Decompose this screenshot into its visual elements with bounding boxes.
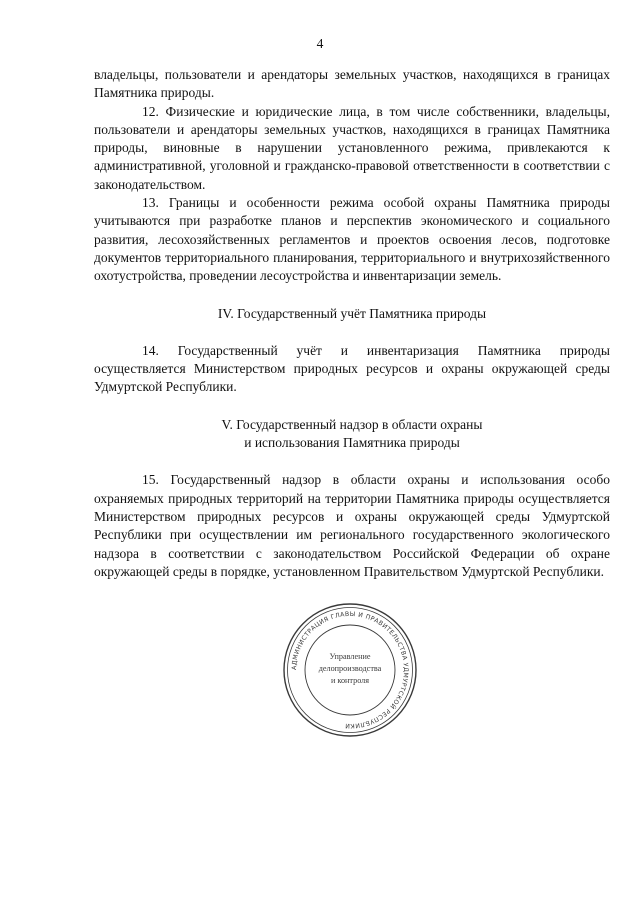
stamp-seal-icon (281, 601, 419, 739)
stamp-ring-text: АДМИНИСТРАЦИЯ ГЛАВЫ И ПРАВИТЕЛЬСТВА УДМУРТСКОЙ РЕСПУБЛИКИ (290, 610, 410, 730)
paragraph-13: 13. Границы и особенности режима особой охраны Памятника природы учитываются при разработке планов и перспектив экономического и социального развития, лесохозяйственных регламентов и проектов освоения лесов, подготовке документов территориального планирования, территориального и внутрихозяйственного охотустройства, проведении лесоустройства и инвентаризации земель. (94, 195, 610, 284)
stamp-center-line-2: делопроизводства (318, 664, 382, 673)
paragraph-14: 14. Государственный учёт и инвентаризация Памятника природы осуществляется Министерством природных ресурсов и охраны окружающей среды Удмуртской Республики. (94, 342, 610, 395)
section-5-heading-line-2: и использования Памятника природы (244, 435, 460, 451)
stamp-center-line-3: и контроля (330, 676, 370, 685)
paragraph-12: 12. Физические и юридические лица, в том числе собственники, владельцы, пользователи и арендаторы земельных участков, находящихся в границах Памятника природы, виновные в нарушении установленного режима, привлекаются к административной, уголовной и гражданско-правовой ответственности в соответствии с законодательством. (94, 103, 610, 192)
document-body (94, 66, 610, 581)
page-number: 4 (316, 36, 324, 51)
paragraph-11-continuation: владельцы, пользователи и арендаторы земельных участков, находящихся в границах Памятника природы. (94, 67, 610, 101)
official-stamp (281, 601, 419, 739)
paragraph-15: 15. Государственный надзор в области охраны и использования особо охраняемых природных территорий на территории Памятника природы осуществляется Министерством природных ресурсов и охраны окружающей среды Удмуртской Республики при осуществлении им регионального государственного экологического надзора в соответствии с законодательством Российской Федерации об охране окружающей среды в порядке, установленном Правительством Удмуртской Республики. (94, 472, 610, 579)
section-5-heading (94, 416, 610, 453)
stamp-center-line-1: Управление (329, 652, 371, 661)
section-5-heading-line-1: V. Государственный надзор в области охраны (221, 416, 483, 432)
section-4-heading: IV. Государственный учёт Памятника природы (217, 305, 487, 321)
